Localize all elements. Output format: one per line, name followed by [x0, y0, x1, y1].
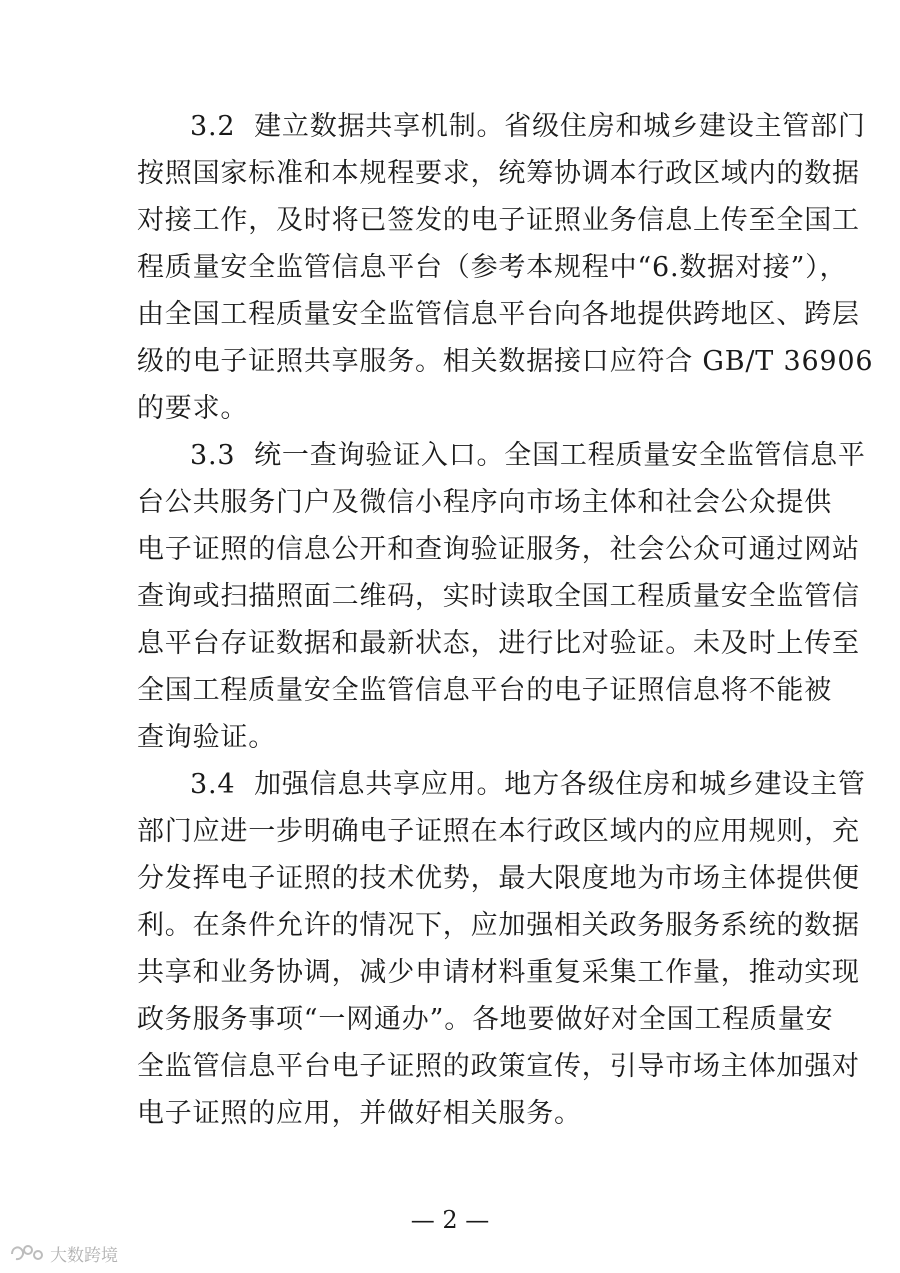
page-number: — 2 —: [410, 1206, 490, 1234]
paragraph-3-2-line-5: 由全国工程质量安全监管信息平台向各地提供跨地区、跨层: [137, 299, 860, 330]
paragraph-3-3-line-6: 全国工程质量安全监管信息平台的电子证照信息将不能被: [137, 675, 832, 706]
paragraph-3-4-line-1: 3.4 加强信息共享应用。地方各级住房和城乡建设主管: [190, 769, 866, 800]
paragraph-3-3-line-5: 息平台存证数据和最新状态，进行比对验证。未及时上传至: [137, 628, 860, 659]
paragraph-3-2-line-2: 按照国家标准和本规程要求，统筹协调本行政区域内的数据: [137, 158, 860, 189]
paragraph-3-3-line-1: 3.3 统一查询验证入口。全国工程质量安全监管信息平: [190, 440, 866, 471]
paragraph-3-3-line-2: 台公共服务门户及微信小程序向市场主体和社会公众提供: [137, 487, 832, 518]
paragraph-3-4-line-5: 共享和业务协调，减少申请材料重复采集工作量，推动实现: [137, 957, 860, 988]
paragraph-3-3-line-4: 查询或扫描照面二维码，实时读取全国工程质量安全监管信: [137, 581, 860, 612]
paragraph-3-2-line-1: 3.2 建立数据共享机制。省级住房和城乡建设主管部门: [190, 111, 866, 142]
paragraph-3-4-line-2: 部门应进一步明确电子证照在本行政区域内的应用规则，充: [137, 816, 860, 847]
paragraph-3-4-line-7: 全监管信息平台电子证照的政策宣传，引导市场主体加强对: [137, 1051, 860, 1082]
watermark-text: 大数跨境: [50, 1245, 118, 1266]
watermark-logo-icon: [8, 1242, 48, 1264]
paragraph-3-3-line-7: 查询验证。: [137, 722, 276, 753]
paragraph-3-4-line-3: 分发挥电子证照的技术优势，最大限度地为市场主体提供便: [137, 863, 860, 894]
paragraph-3-3-line-3: 电子证照的信息公开和查询验证服务，社会公众可通过网站: [137, 534, 860, 565]
paragraph-3-4-line-6: 政务服务事项“一网通办”。各地要做好对全国工程质量安: [137, 1004, 834, 1035]
paragraph-3-4-line-4: 利。在条件允许的情况下，应加强相关政务服务系统的数据: [137, 910, 860, 941]
watermark: [8, 1240, 118, 1266]
paragraph-3-2-line-4: 程质量安全监管信息平台（参考本规程中“6.数据对接”），: [137, 252, 848, 283]
paragraph-3-2-line-6: 级的电子证照共享服务。相关数据接口应符合 GB/T 36906: [137, 346, 874, 377]
paragraph-3-2-line-7: 的要求。: [137, 393, 249, 424]
paragraph-3-2-line-3: 对接工作，及时将已签发的电子证照业务信息上传至全国工: [137, 205, 860, 236]
paragraph-3-4-line-8: 电子证照的应用，并做好相关服务。: [137, 1098, 582, 1129]
